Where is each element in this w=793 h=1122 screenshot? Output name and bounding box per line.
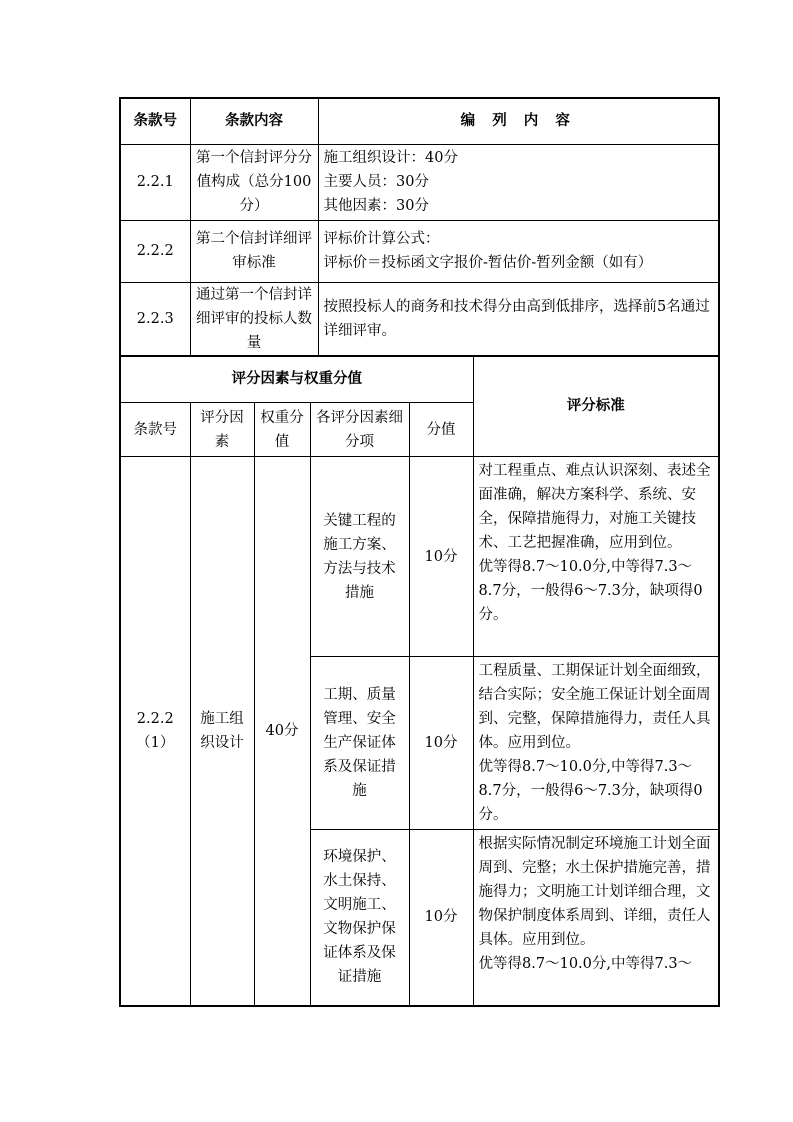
- clause-no: 2.2.3: [120, 282, 190, 356]
- scoring-group-header: 评分因素与权重分值: [120, 356, 473, 403]
- sub-item-criteria: [473, 457, 719, 657]
- scoring-weight: 40分: [254, 457, 310, 1006]
- criteria-text: 优等得8.7～10.0分,中等得7.3～8.7分，一般得6～7.3分，缺项得0分。: [478, 759, 703, 823]
- sub-item-name: 关键工程的施工方案、方法与技术措施: [310, 457, 409, 657]
- criteria-text: 优等得8.7～10.0分,中等得7.3～: [478, 956, 693, 972]
- sub-item-points: 10分: [409, 657, 473, 830]
- clause-listing: [318, 282, 719, 356]
- clause-table: [119, 97, 720, 357]
- table-row: [120, 457, 719, 657]
- criteria-text: 根据实际情况制定环境施工计划全面周到、完整；水土保护措施完善，措施得力；文明施工计划详细合理，文物保护制度体系周到、详细，责任人具体。应用到位。: [478, 836, 711, 948]
- sub-header-clause: 条款号: [120, 403, 190, 457]
- scoring-clause-no: 2.2.2 （1）: [120, 457, 190, 1006]
- clause-listing: [318, 144, 719, 220]
- table-row: [120, 220, 719, 282]
- clause-no: 2.2.2: [120, 220, 190, 282]
- criteria-text: 优等得8.7～10.0分,中等得7.3～8.7分，一般得6～7.3分，缺项得0分。: [478, 559, 703, 623]
- sub-header-sub-item: 各评分因素细分项: [310, 403, 409, 457]
- table-row: [120, 144, 719, 220]
- listing-line: 施工组织设计：40分: [323, 150, 458, 166]
- header-clause-content: 条款内容: [190, 98, 318, 144]
- sub-item-name: 工期、质量管理、安全生产保证体系及保证措施: [310, 657, 409, 830]
- sub-item-points: 10分: [409, 457, 473, 657]
- clause-listing: [318, 220, 719, 282]
- sub-item-criteria: [473, 830, 719, 1006]
- scoring-factor: 施工组织设计: [190, 457, 254, 1006]
- header-clause-no: 条款号: [120, 98, 190, 144]
- table-row: [120, 282, 719, 356]
- listing-line: 评标价计算公式：: [323, 231, 440, 247]
- criteria-header: 评分标准: [473, 356, 719, 457]
- scoring-table: [119, 355, 720, 1007]
- listing-line: 按照投标人的商务和技术得分由高到低排序，选择前5名通过详细评审。: [323, 298, 710, 339]
- sub-item-points: 10分: [409, 830, 473, 1006]
- listing-line: 其他因素：30分: [323, 198, 429, 214]
- clause-content: 第二个信封详细评审标准: [190, 220, 318, 282]
- clause-content: 通过第一个信封详细评审的投标人数量: [190, 282, 318, 356]
- listing-line: 主要人员：30分: [323, 174, 429, 190]
- sub-header-weight: 权重分值: [254, 403, 310, 457]
- sub-header-points: 分值: [409, 403, 473, 457]
- listing-line: 评标价＝投标函文字报价-暂估价-暂列金额（如有）: [323, 255, 653, 271]
- sub-header-factor: 评分因素: [190, 403, 254, 457]
- criteria-text: 工程质量、工期保证计划全面细致，结合实际；安全施工保证计划全面周到、完整，保障措施得力，责任人具体。应用到位。: [478, 663, 711, 751]
- sub-item-criteria: [473, 657, 719, 830]
- sub-item-name: 环境保护、水土保持、文明施工、文物保护保证体系及保证措施: [310, 830, 409, 1006]
- criteria-text: 对工程重点、难点认识深刻、表述全面准确，解决方案科学、系统、安全，保障措施得力，对施工关键技术、工艺把握准确，应用到位。: [478, 463, 711, 551]
- header-listing-content: 编 列 内 容: [318, 98, 719, 144]
- clause-no: 2.2.1: [120, 144, 190, 220]
- clause-content: 第一个信封评分分值构成（总分100分）: [190, 144, 318, 220]
